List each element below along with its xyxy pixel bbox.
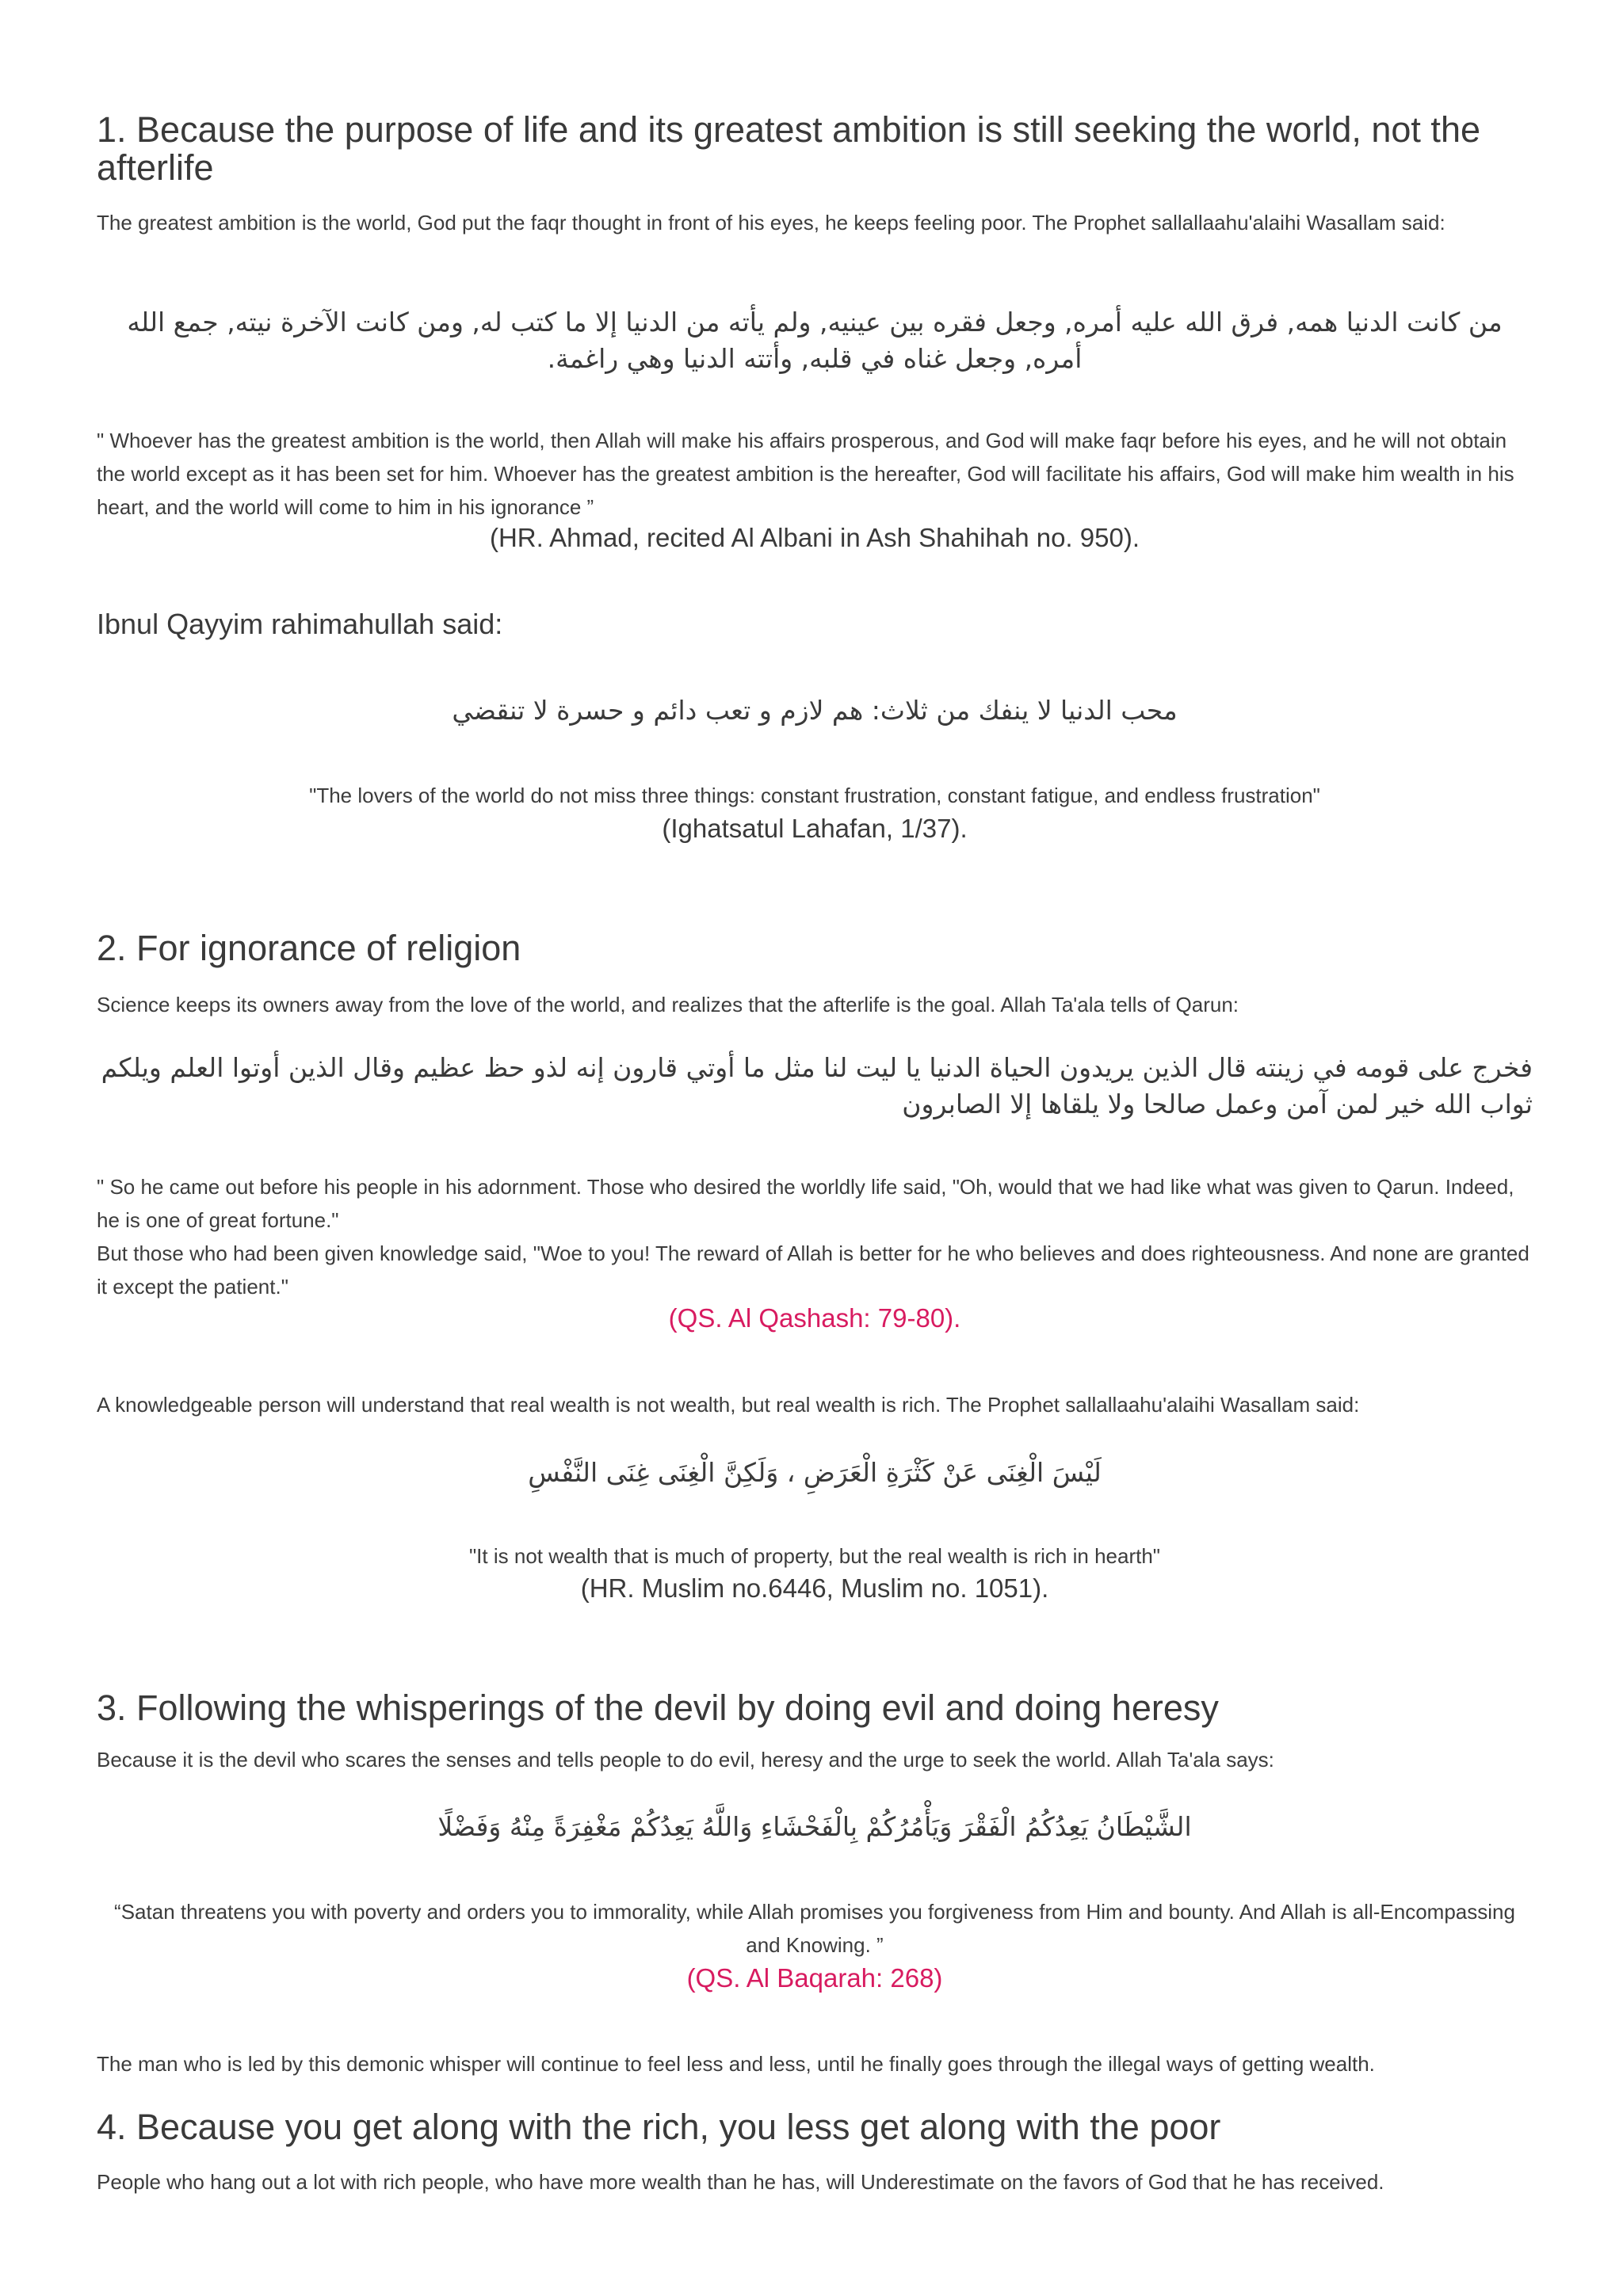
section-2-hadith-translation: "It is not wealth that is much of property, but the real wealth is rich in hearth" (468, 1544, 1161, 1568)
section-2-paragraph: A knowledgeable person will understand that real wealth is not wealth, but real wealth is rich. The Prophet sallallaahu'alaihi Wasallam said: (97, 1393, 1360, 1417)
section-1-heading: 1. Because the purpose of life and its greatest ambition is still seeking the world, not the afterlife (97, 109, 1480, 188)
section-2-arabic-verse: فخرج على قومه في زينته قال الذين يريدون الحياة الدنيا يا ليت لنا مثل ما أوتي قارون إنه لذو حظ عظيم وقال الذين أوتوا العلم ويلكم ثواب الله خير لمن آمن وعمل صالحا ولا يلقاها إلا الصابرون (101, 1052, 1533, 1119)
section-3-heading: 3. Following the whisperings of the devil by doing evil and doing heresy (97, 1688, 1219, 1728)
section-2-hadith-citation: (HR. Muslim no.6446, Muslim no. 1051). (580, 1573, 1049, 1603)
section-4-heading: 4. Because you get along with the rich, you less get along with the poor (97, 2107, 1221, 2147)
section-2-arabic-hadith: لَيْسَ الْغِنَى عَنْ كَثْرَةِ الْعَرَضِ ، وَلَكِنَّ الْغِنَى غِنَى النَّفْسِ (528, 1457, 1102, 1488)
section-4-intro: People who hang out a lot with rich people, who have more wealth than he has, will Underestimate on the favors of God that he has received. (97, 2170, 1384, 2194)
section-2-heading: 2. For ignorance of religion (97, 928, 521, 968)
section-2-translation-a: " So he came out before his people in his adornment. Those who desired the worldly life said, "Oh, would that we had like what was given to Qarun. Indeed, he is one of great fortune." (97, 1175, 1514, 1232)
section-3-arabic-verse: الشَّيْطَانُ يَعِدُكُمُ الْفَقْرَ وَيَأْمُرُكُمْ بِالْفَحْشَاءِ وَاللَّهُ يَعِدُكُمْ مَغْفِرَةً مِنْهُ وَفَضْلًا (437, 1811, 1192, 1842)
section-1-translation: " Whoever has the greatest ambition is the world, then Allah will make his affairs prosperous, and God will make faqr before his eyes, and he will not obtain the world except as it has been set for him. Whoever has the greatest ambition is the hereafter, God will facilitate his affairs, God will make him wealth in his heart, and the world will come to him in his ignorance ” (97, 429, 1514, 519)
section-1-arabic-quote: محب الدنيا لا ينفك من ثلاث: هم لازم و تعب دائم و حسرة لا تنقضي (452, 695, 1178, 726)
section-3-citation: (QS. Al Baqarah: 268) (686, 1963, 943, 1993)
section-1-quote-translation: "The lovers of the world do not miss three things: constant frustration, constant fatigue, and endless frustration" (309, 784, 1320, 807)
section-3-paragraph: The man who is led by this demonic whisper will continue to feel less and less, until he finally goes through the illegal ways of getting wealth. (97, 2052, 1375, 2076)
section-2-translation-b: But those who had been given knowledge said, "Woe to you! The reward of Allah is better for he who believes and does righteousness. And none are granted it except the patient." (97, 1241, 1529, 1299)
section-1-quote-intro: Ibnul Qayyim rahimahullah said: (97, 608, 503, 640)
section-1-intro: The greatest ambition is the world, God put the faqr thought in front of his eyes, he keeps feeling poor. The Prophet sallallaahu'alaihi Wasallam said: (97, 211, 1445, 235)
section-3-translation: “Satan threatens you with poverty and orders you to immorality, while Allah promises you forgiveness from Him and bounty. And Allah is all-Encompassing and Knowing. ” (114, 1900, 1515, 1957)
section-2-citation: (QS. Al Qashash: 79-80). (668, 1303, 961, 1333)
section-2-intro: Science keeps its owners away from the love of the world, and realizes that the afterlife is the goal. Allah Ta'ala tells of Qarun: (97, 993, 1239, 1016)
section-1-quote-citation: (Ighatsatul Lahafan, 1/37). (662, 814, 968, 843)
section-1-arabic-hadith: من كانت الدنيا همه, فرق الله عليه أمره, وجعل فقره بين عينيه, ولم يأته من الدنيا إلا ما كتب له, ومن كانت الآخرة نيته, جمع الله أمره, وجعل غناه في قلبه, وأتته الدنيا وهي راغمة. (127, 307, 1503, 374)
section-3-intro: Because it is the devil who scares the senses and tells people to do evil, heresy and the urge to seek the world. Allah Ta'ala says: (97, 1748, 1274, 1772)
section-1-citation: (HR. Ahmad, recited Al Albani in Ash Shahihah no. 950). (489, 523, 1140, 552)
